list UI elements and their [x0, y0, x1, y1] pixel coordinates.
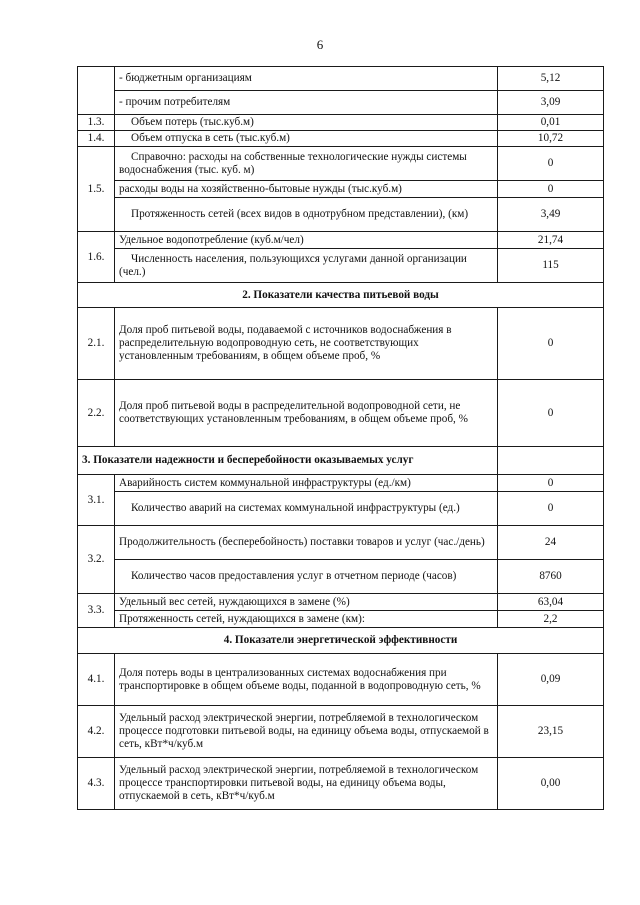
table-row — [78, 654, 604, 706]
row-description: Аварийность систем коммунальной инфраструктуры (ед./км) — [115, 475, 498, 492]
table-row — [78, 91, 604, 115]
row-description: Доля проб питьевой воды в распределительной водопроводной сети, не соответствующих установленным требованиям, в общем объеме проб, % — [115, 380, 498, 447]
table-row — [78, 131, 604, 147]
section-header-row — [78, 447, 604, 475]
row-value: 2,2 — [498, 611, 604, 628]
table-row — [78, 611, 604, 628]
row-number: 3.3. — [78, 594, 115, 628]
row-value: 115 — [498, 249, 604, 283]
row-number: 1.5. — [78, 147, 115, 232]
table-row — [78, 232, 604, 249]
row-description: Удельный вес сетей, нуждающихся в замене (%) — [115, 594, 498, 611]
row-description: Удельное водопотребление (куб.м/чел) — [115, 232, 498, 249]
table-row — [78, 249, 604, 283]
row-description: Объем отпуска в сеть (тыс.куб.м) — [115, 131, 498, 147]
section-title: 4. Показатели энергетической эффективности — [78, 628, 604, 654]
row-value: 0 — [498, 380, 604, 447]
row-value: 23,15 — [498, 706, 604, 758]
row-value: 63,04 — [498, 594, 604, 611]
row-description: Объем потерь (тыс.куб.м) — [115, 115, 498, 131]
table-row — [78, 492, 604, 526]
row-number: 1.4. — [78, 131, 115, 147]
row-description: Удельный расход электрической энергии, потребляемой в технологическом процессе транспортировки питьевой воды, на единицу объема воды, отпускаемой в сеть, кВт*ч/куб.м — [115, 758, 498, 810]
row-description: Доля проб питьевой воды, подаваемой с источников водоснабжения в распределительную водопроводную сеть, не соответствующих установленным требованиям, в общем объеме проб, % — [115, 308, 498, 380]
row-description: Количество аварий на системах коммунальной инфраструктуры (ед.) — [115, 492, 498, 526]
row-number — [78, 67, 115, 115]
table-row — [78, 181, 604, 198]
row-value: 21,74 — [498, 232, 604, 249]
page-number: 6 — [316, 37, 324, 52]
row-value: 10,72 — [498, 131, 604, 147]
table-row — [78, 706, 604, 758]
row-description: Количество часов предоставления услуг в отчетном периоде (часов) — [115, 560, 498, 594]
row-description: Протяженность сетей (всех видов в однотрубном представлении), (км) — [115, 198, 498, 232]
table-row — [78, 594, 604, 611]
row-value: 0,09 — [498, 654, 604, 706]
row-description: расходы воды на хозяйственно-бытовые нужды (тыс.куб.м) — [115, 181, 498, 198]
row-value: 0 — [498, 492, 604, 526]
row-description: - прочим потребителям — [115, 91, 498, 115]
row-value: 0 — [498, 147, 604, 181]
row-value: 0 — [498, 308, 604, 380]
row-description: Протяженность сетей, нуждающихся в замене (км): — [115, 611, 498, 628]
row-description: Продолжительность (бесперебойность) поставки товаров и услуг (час./день) — [115, 526, 498, 560]
table-row — [78, 147, 604, 181]
row-value: 0 — [498, 181, 604, 198]
section-title: 3. Показатели надежности и бесперебойности оказываемых услуг — [78, 447, 498, 475]
row-value: 24 — [498, 526, 604, 560]
table-row — [78, 475, 604, 492]
row-description: Численность населения, пользующихся услугами данной организации (чел.) — [115, 249, 498, 283]
empty-cell — [498, 447, 604, 475]
section-title: 2. Показатели качества питьевой воды — [78, 283, 604, 308]
row-number: 2.2. — [78, 380, 115, 447]
row-value: 3,49 — [498, 198, 604, 232]
row-value: 0,00 — [498, 758, 604, 810]
row-value: 0 — [498, 475, 604, 492]
table-row — [78, 380, 604, 447]
table-row — [78, 308, 604, 380]
table-row — [78, 67, 604, 91]
indicators-table — [77, 66, 604, 810]
section-header-row — [78, 628, 604, 654]
table-row — [78, 560, 604, 594]
row-number: 4.2. — [78, 706, 115, 758]
row-number: 1.6. — [78, 232, 115, 283]
row-description: - бюджетным организациям — [115, 67, 498, 91]
row-value: 5,12 — [498, 67, 604, 91]
table-row — [78, 758, 604, 810]
row-number: 4.3. — [78, 758, 115, 810]
table-row — [78, 115, 604, 131]
row-number: 2.1. — [78, 308, 115, 380]
row-number: 1.3. — [78, 115, 115, 131]
row-number: 3.1. — [78, 475, 115, 526]
row-number: 4.1. — [78, 654, 115, 706]
row-description: Доля потерь воды в централизованных системах водоснабжения при транспортировке в общем объеме воды, поданной в водопроводную сеть, % — [115, 654, 498, 706]
row-number: 3.2. — [78, 526, 115, 594]
row-value: 0,01 — [498, 115, 604, 131]
table-row — [78, 198, 604, 232]
row-value: 8760 — [498, 560, 604, 594]
row-value: 3,09 — [498, 91, 604, 115]
section-header-row — [78, 283, 604, 308]
row-description: Удельный расход электрической энергии, потребляемой в технологическом процессе подготовки питьевой воды, на единицу объема воды, отпускаемой в сеть, кВт*ч/куб.м — [115, 706, 498, 758]
row-description: Справочно: расходы на собственные технологические нужды системы водоснабжения (тыс. куб. м) — [115, 147, 498, 181]
table-row — [78, 526, 604, 560]
